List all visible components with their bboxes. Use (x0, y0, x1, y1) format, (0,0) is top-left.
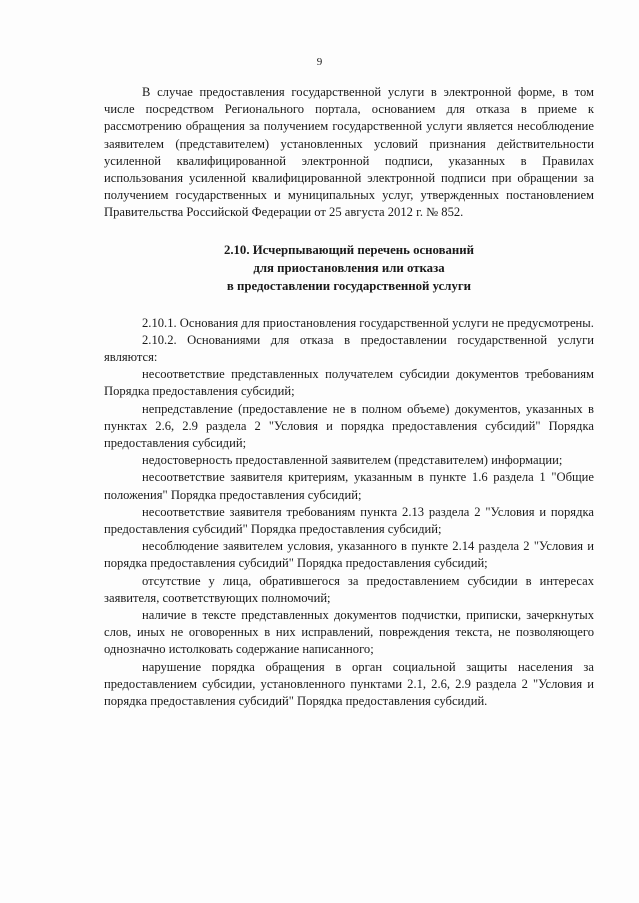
section-heading-line-1: 2.10. Исчерпывающий перечень оснований (223, 242, 475, 257)
ground-item: несоответствие заявителя критериям, указанным в пункте 1.6 раздела 1 "Общие положения" Порядка предоставления субсидий; (104, 470, 594, 502)
ground-item: непредставление (предоставление не в полном объеме) документов, указанных в пунктах 2.6, 2.9 раздела 2 "Условия и порядка предоставления субсидий" Порядка предоставления субсидий; (104, 401, 594, 451)
document-body (104, 84, 594, 710)
clause-2-10-1: 2.10.1. Основания для приостановления государственной услуги не предусмотрены. (142, 315, 594, 330)
section-heading-line-3: в предоставлении государственной услуги (226, 278, 472, 293)
section-heading (104, 241, 594, 295)
ground-item: отсутствие у лица, обратившегося за предоставлением субсидии в интересах заявителя, соответствующих полномочий; (104, 573, 594, 605)
ground-item: нарушение порядка обращения в орган социальной защиты населения за предоставлением субсидии, установленного пунктами 2.1, 2.6, 2.9 раздела 2 "Условия и порядка предоставления субсидий" Порядка предоставления субсидий. (104, 659, 594, 709)
ground-item: недостоверность предоставленной заявителем (представителем) информации; (142, 453, 563, 468)
ground-item: несоответствие представленных получателем субсидии документов требованиям Порядка предоставления субсидий; (104, 367, 594, 399)
ground-item: несоблюдение заявителем условия, указанного в пункте 2.14 раздела 2 "Условия и порядка предоставления субсидий" Порядка предоставления субсидий; (104, 539, 594, 571)
section-heading-line-2: для приостановления или отказа (253, 260, 445, 275)
ground-item: наличие в тексте представленных документов подчистки, приписки, зачеркнутых слов, иных не оговоренных в них исправлений, повреждения текста, не позволяющего однозначно истолковать содержание написанного; (104, 608, 594, 657)
page-number: 9 (316, 56, 323, 68)
intro-paragraph: В случае предоставления государственной услуги в электронной форме, в том числе посредством Регионального портала, основанием для отказа в приеме к рассмотрению обращения за получением государственной услуги является несоблюдение заявителем (представителем) установленных условий признания действительности усиленной квалифицированной электронной подписи, указанных в Правилах использования усиленной квалифицированной электронной подписи при обращении за получением государственных и муниципальных услуг, утвержденных постановлением Правительства Российской Федерации от 25 августа 2012 г. № 852. (104, 85, 594, 220)
clause-2-10-2: 2.10.2. Основаниями для отказа в предоставлении государственной услуги являются: (104, 332, 594, 365)
ground-item: несоответствие заявителя требованиям пункта 2.13 раздела 2 "Условия и порядка предоставления субсидий" Порядка предоставления субсидий; (104, 504, 594, 537)
